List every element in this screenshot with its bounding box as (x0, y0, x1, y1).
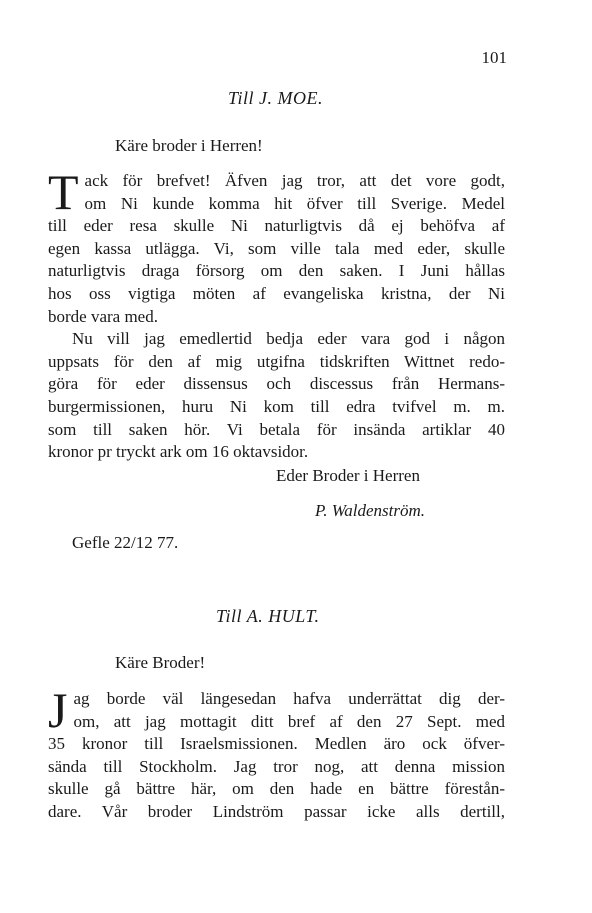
letter2-line: 35 kronor till Israelsmissionen. Medlen äro ock öfver- (48, 734, 505, 754)
letter1-line: kronor pr tryckt ark om 16 oktavsidor. (48, 442, 309, 462)
letter1-line: om Ni kunde komma hit öfver till Sverige. Medel (84, 193, 505, 213)
letter1-line: Nu vill jag emedlertid bedja eder vara god i någon (72, 329, 505, 349)
letter1-line: egen kassa utlägga. Vi, som ville tala med eder, skulle (48, 238, 505, 258)
letter1-signature: P. Waldenström. (315, 501, 426, 520)
letter1-line: ack för brefvet! Äfven jag tror, att det vore godt, (84, 171, 505, 190)
letter2-heading: Till A. HULT. (216, 606, 320, 626)
letter1-line: naturligtvis draga försorg om den saken. I Juni hållas (48, 261, 505, 281)
letter2-line: ag borde väl längesedan hafva underrättat dig der- (73, 689, 505, 708)
letter1-line: hos oss vigtiga möten af evangeliska kristna, der Ni (48, 283, 505, 303)
letter1-line: uppsats för den af mig utgifna tidskriften Wittnet redo- (48, 351, 505, 371)
letter2-line: om, att jag mottagit ditt bref af den 27 Sept. med (73, 711, 505, 731)
letter2-line: skulle gå bättre här, om den hade en bättre förestån- (48, 779, 505, 799)
letter1-heading: Till J. MOE. (228, 88, 323, 108)
letter2-drop-cap: J (48, 682, 68, 738)
letter2-line: sända till Stockholm. Jag tror nog, att denna mission (48, 756, 505, 776)
letter1-line: som till saken hör. Vi betala för insända artiklar 40 (48, 419, 505, 439)
letter1-body (48, 164, 505, 464)
letter1-line: göra för eder dissensus och discessus från Hermans- (48, 374, 505, 394)
letter1-closing: Eder Broder i Herren (276, 466, 420, 485)
letter1-salutation: Käre broder i Herren! (115, 136, 263, 155)
letter2-salutation: Käre Broder! (115, 653, 206, 672)
page-number: 101 (481, 48, 507, 67)
letter1-line: till eder resa skulle Ni naturligtvis då ej behöfva af (48, 216, 505, 236)
letter2-line: dare. Vår broder Lindström passar icke alls dertill, (48, 801, 505, 821)
letter2-body (48, 682, 505, 824)
letter1-line: burgermissionen, huru Ni kom till edra tvifvel m. m. (48, 396, 505, 416)
letter1-drop-cap: T (48, 164, 79, 220)
letter1-line: borde vara med. (48, 306, 158, 326)
letter1-place-date: Gefle 22/12 77. (72, 533, 179, 552)
